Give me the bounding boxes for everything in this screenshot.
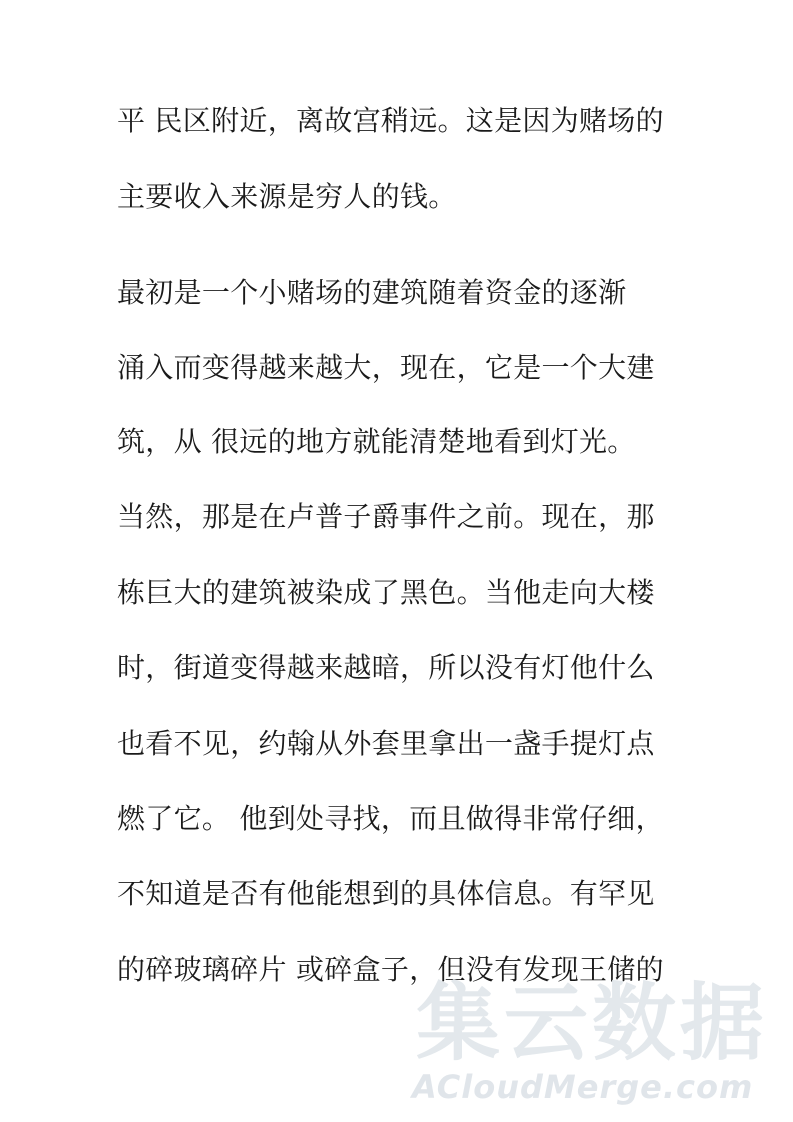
text-line: 时，街道变得越来越暗，所以没有灯他什么 — [117, 651, 655, 684]
text-line: 主要收入来源是穷人的钱。 — [117, 180, 457, 213]
watermark-chinese: 集云数据 — [416, 974, 769, 1072]
text-line: 当然，那是在卢普子爵事件之前。现在，那 — [117, 500, 655, 533]
text-line: 栋巨大的建筑被染成了黑色。当他走向大楼 — [117, 576, 655, 609]
watermark — [408, 975, 788, 1115]
text-line: 不知道是否有他能想到的具体信息。有罕见 — [117, 877, 655, 910]
text-line: 涌入而变得越来越大，现在，它是一个大建 — [117, 351, 655, 384]
text-line: 也看不见，约翰从外套里拿出一盏手提灯点 — [117, 727, 655, 760]
watermark-url: ACloudMerge.com — [412, 1068, 754, 1106]
text-line: 平 民区附近，离故宫稍远。这是因为赌场的 — [117, 104, 664, 137]
text-line: 的碎玻璃碎片 或碎盒子，但没有发现王储的 — [117, 953, 664, 986]
text-line: 最初是一个小赌场的建筑随着资金的逐渐 — [117, 276, 627, 309]
text-line: 筑，从 很远的地方就能清楚地看到灯光。 — [117, 425, 636, 458]
text-line: 燃了它。 他到处寻找，而且做得非常仔细， — [117, 802, 664, 835]
